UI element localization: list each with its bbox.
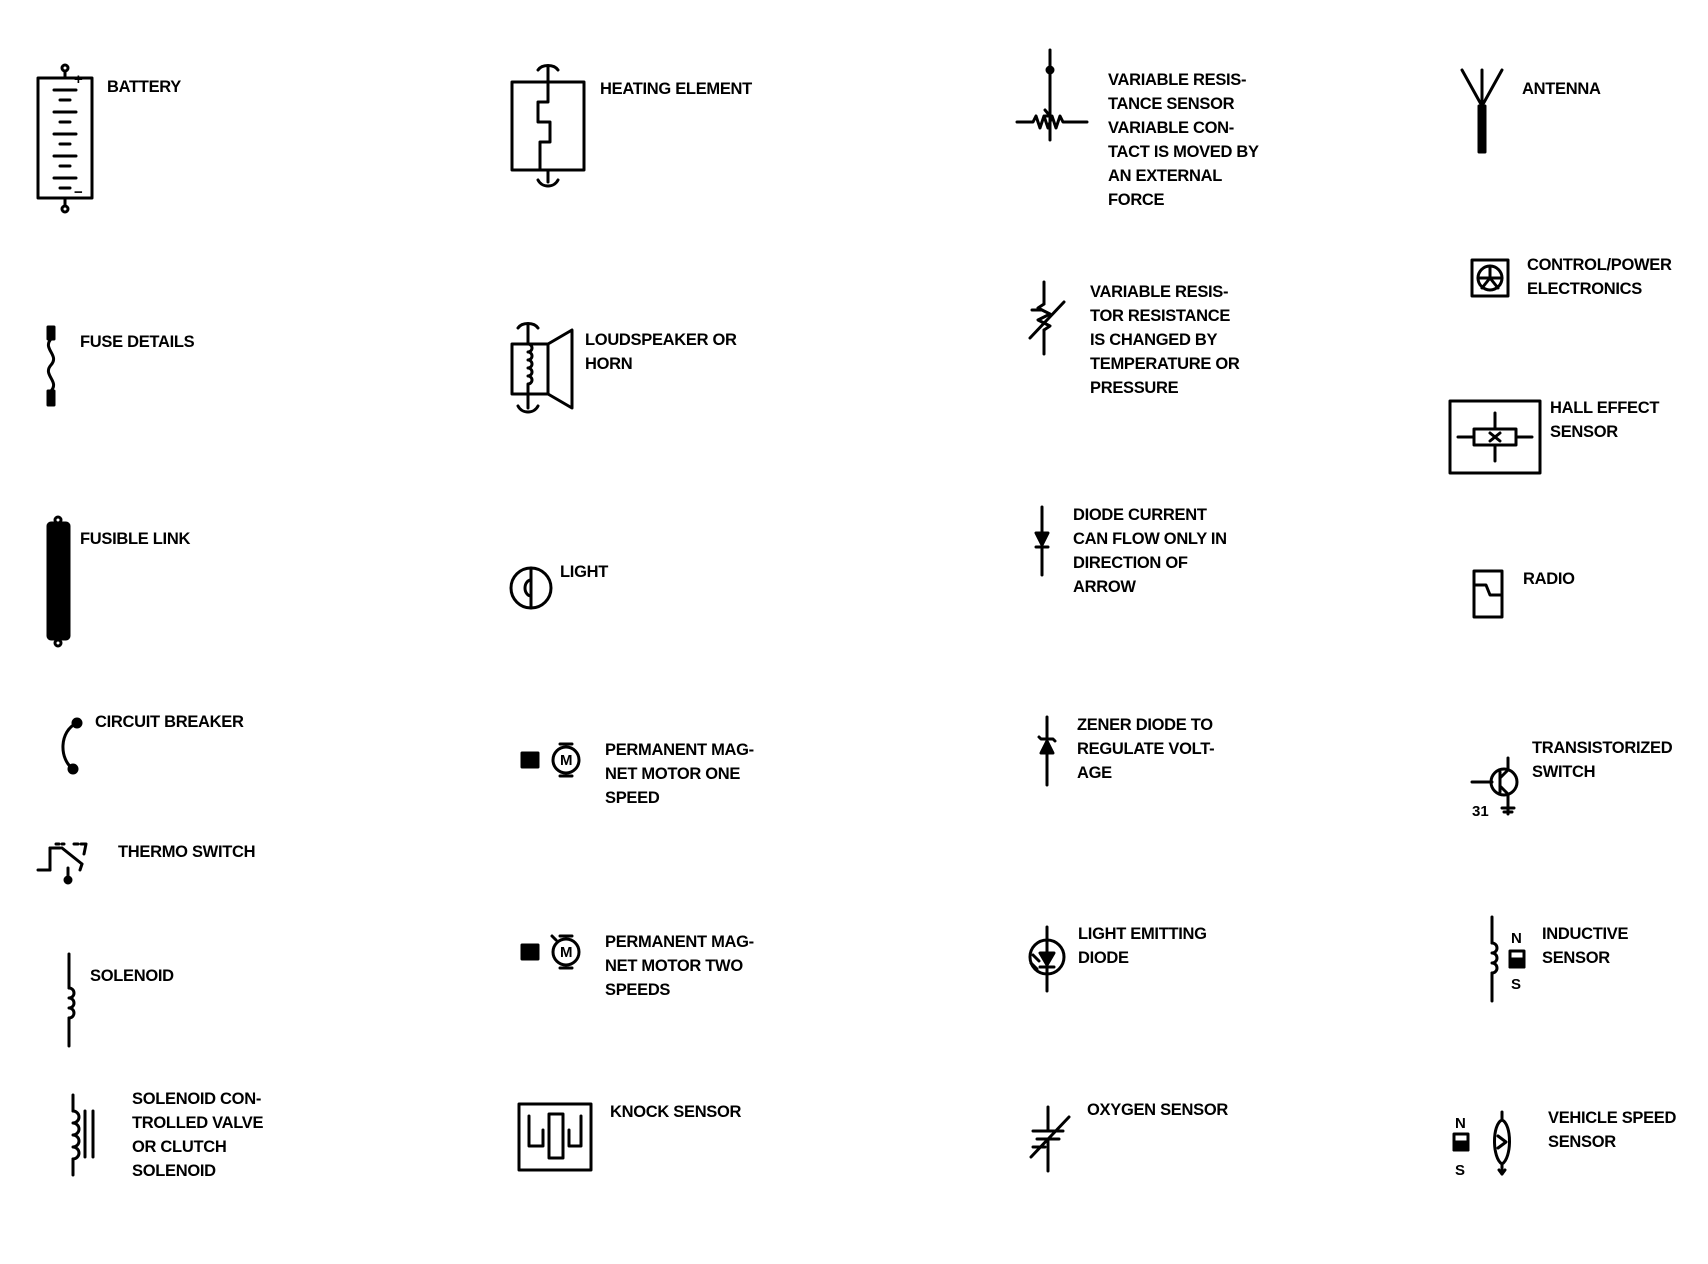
oxygen-sensor-label: OXYGEN SENSOR — [1087, 1101, 1228, 1119]
transistorized-switch-label: TRANSISTORIZED SWITCH — [1532, 739, 1673, 781]
led-icon — [1025, 925, 1075, 995]
fusible-link-icon — [44, 515, 74, 650]
radio-label: RADIO — [1523, 570, 1575, 588]
pm-motor-two-speeds-symbol — [520, 932, 590, 977]
battery-plus-mark: + — [74, 71, 83, 88]
oxygen-sensor-icon — [1025, 1105, 1080, 1175]
fuse-details-label: FUSE DETAILS — [80, 333, 195, 351]
variable-resistor-icon — [1020, 280, 1080, 360]
transistor-icon — [1470, 750, 1540, 830]
vehicle-speed-sensor-label: VEHICLE SPEED SENSOR — [1548, 1109, 1677, 1151]
heating-element-symbol — [508, 62, 588, 192]
battery-icon — [30, 62, 100, 212]
control-electronics-symbol — [1468, 256, 1512, 300]
hall-effect-sensor-icon — [1446, 397, 1546, 477]
control-electronics-icon — [1468, 256, 1512, 300]
light-bulb-icon — [505, 560, 565, 615]
solenoid-valve-label: SOLENOID CON- TROLLED VALVE OR CLUTCH SOLENOID — [132, 1090, 264, 1180]
motor-one-speed-icon — [520, 740, 590, 785]
knock-sensor-label: KNOCK SENSOR — [610, 1103, 742, 1121]
solenoid-valve-symbol — [65, 1093, 105, 1178]
pm-motor-one-speed-label: PERMANENT MAG- NET MOTOR ONE SPEED — [605, 741, 754, 807]
solenoid-valve-icon — [65, 1093, 105, 1178]
zener-diode-symbol — [1035, 715, 1065, 790]
radio-symbol — [1470, 567, 1510, 622]
variable-resistance-sensor-icon — [1015, 48, 1095, 143]
solenoid-label: SOLENOID — [90, 967, 174, 985]
oxygen-sensor-symbol — [1025, 1105, 1080, 1175]
diode-symbol — [1030, 505, 1060, 580]
inductive-sensor-label: INDUCTIVE SENSOR — [1542, 925, 1629, 967]
zener-diode-label: ZENER DIODE TO REGULATE VOLT- AGE — [1077, 716, 1215, 782]
hall-effect-sensor-label: HALL EFFECT SENSOR — [1550, 399, 1660, 441]
ground-terminal-number: 31 — [1472, 803, 1489, 820]
heating-element-icon — [508, 62, 588, 192]
motor-one-speed-letter: M — [560, 752, 573, 769]
inductive-south-mark: S — [1511, 976, 1522, 993]
thermo-switch-symbol — [36, 840, 96, 885]
pm-motor-one-speed-symbol — [520, 740, 590, 785]
led-symbol — [1025, 925, 1075, 995]
loudspeaker-label: LOUDSPEAKER OR HORN — [585, 331, 737, 373]
diode-label: DIODE CURRENT CAN FLOW ONLY IN DIRECTION OF ARROW — [1073, 506, 1227, 596]
fusible-link-symbol — [44, 515, 74, 650]
antenna-label: ANTENNA — [1522, 80, 1601, 98]
radio-icon — [1470, 567, 1510, 622]
fuse-symbol — [38, 325, 68, 415]
circuit-breaker-label: CIRCUIT BREAKER — [95, 713, 244, 731]
thermo-switch-label: THERMO SWITCH — [118, 843, 256, 861]
inductive-sensor-icon — [1480, 915, 1540, 1005]
variable-resistance-sensor-symbol — [1015, 48, 1095, 143]
vehicle-speed-sensor-icon — [1450, 1110, 1530, 1185]
variable-resistor-label: VARIABLE RESIS- TOR RESISTANCE IS CHANGED BY TEMPERATURE OR PRESSURE — [1090, 283, 1240, 397]
led-label: LIGHT EMITTING DIODE — [1078, 925, 1207, 967]
variable-resistance-sensor-label: VARIABLE RESIS- TANCE SENSOR VARIABLE CON- TACT IS MOVED BY AN EXTERNAL FORCE — [1108, 71, 1259, 209]
speed-south-mark: S — [1455, 1162, 1466, 1179]
transistorized-switch-symbol — [1470, 750, 1540, 830]
loudspeaker-symbol — [508, 322, 588, 417]
knock-sensor-icon — [515, 1100, 595, 1175]
inductive-sensor-symbol — [1480, 915, 1540, 1005]
battery-symbol — [30, 62, 100, 212]
battery-label: BATTERY — [107, 78, 181, 96]
battery-minus-mark: − — [74, 184, 83, 201]
solenoid-symbol — [60, 950, 90, 1050]
thermo-switch-icon — [36, 840, 96, 885]
variable-resistor-symbol — [1020, 280, 1080, 360]
light-label: LIGHT — [560, 563, 608, 581]
fusible-link-label: FUSIBLE LINK — [80, 530, 191, 548]
hall-effect-sensor-symbol — [1446, 397, 1546, 477]
pm-motor-two-speeds-label: PERMANENT MAG- NET MOTOR TWO SPEEDS — [605, 933, 754, 999]
heating-element-label: HEATING ELEMENT — [600, 80, 752, 98]
inductive-north-mark: N — [1511, 930, 1522, 947]
speed-north-mark: N — [1455, 1115, 1466, 1132]
fuse-icon — [38, 325, 68, 415]
antenna-icon — [1458, 66, 1508, 156]
diode-icon — [1030, 505, 1060, 580]
circuit-breaker-icon — [55, 715, 95, 780]
loudspeaker-icon — [508, 322, 588, 417]
circuit-breaker-symbol — [55, 715, 95, 780]
antenna-symbol — [1458, 66, 1508, 156]
solenoid-icon — [60, 950, 90, 1050]
zener-diode-icon — [1035, 715, 1065, 790]
knock-sensor-symbol — [515, 1100, 595, 1175]
vehicle-speed-sensor-symbol — [1450, 1110, 1530, 1185]
light-symbol — [505, 560, 565, 615]
motor-two-speeds-icon — [520, 932, 590, 977]
motor-two-speeds-letter: M — [560, 944, 573, 961]
control-electronics-label: CONTROL/POWER ELECTRONICS — [1527, 256, 1672, 298]
